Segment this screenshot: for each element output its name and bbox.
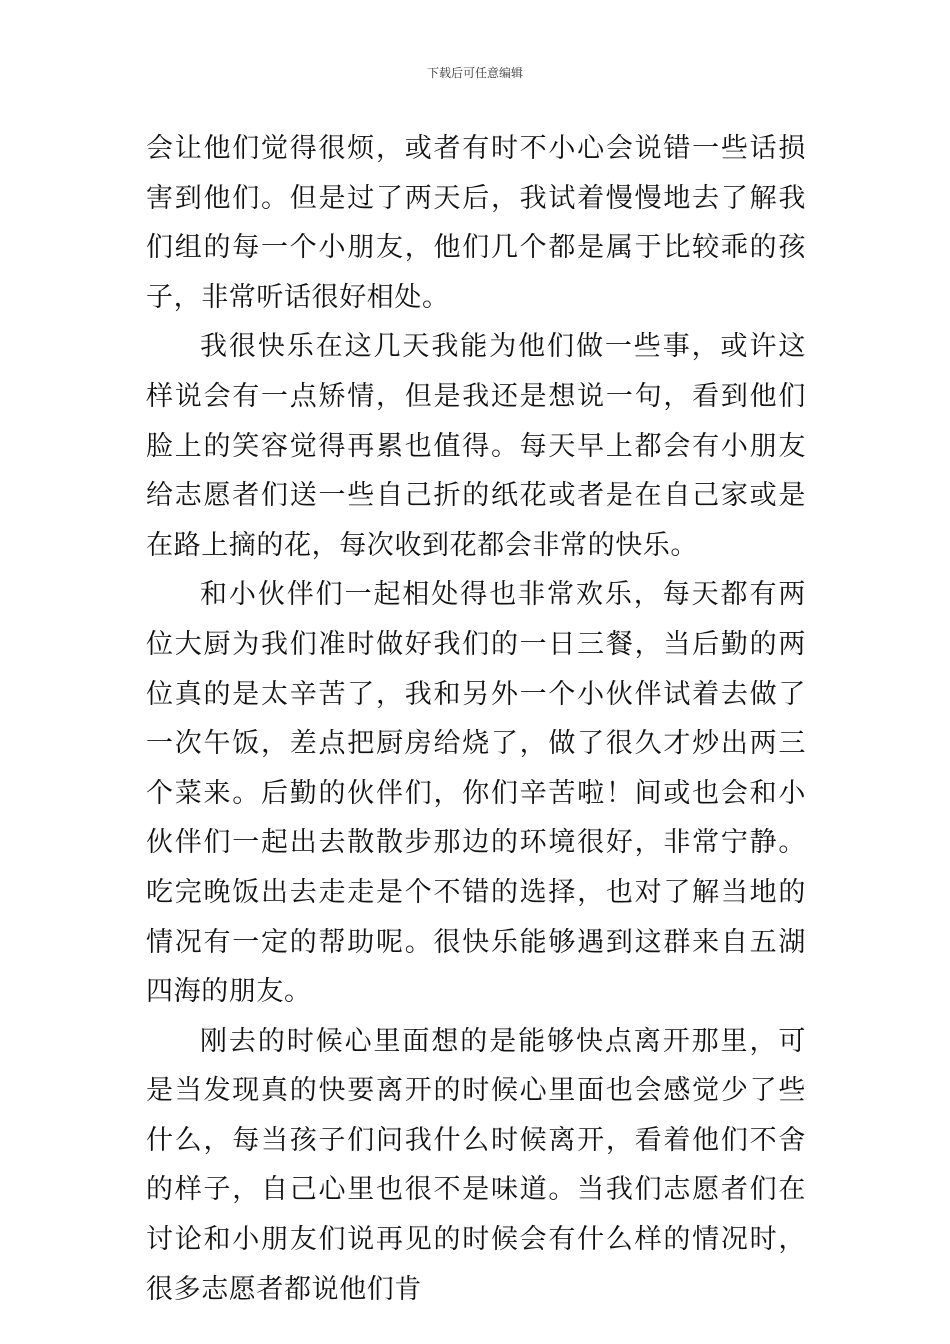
paragraph-1: 会让他们觉得很烦，或者有时不小心会说错一些话损害到他们。但是过了两天后，我试着慢慢地去了解我们组的每一个小朋友，他们几个都是属于比较乖的孩子，非常听话很好相处。 (146, 133, 806, 313)
paragraph-3: 和小伙伴们一起相处得也非常欢乐，每天都有两位大厨为我们准时做好我们的一日三餐，当后勤的两位真的是太辛苦了，我和另外一个小伙伴试着去做了一次午饭，差点把厨房给烧了，做了很久才炒出两三个菜来。后勤的伙伴们，你们辛苦啦！间或也会和小伙伴们一起出去散散步那边的环境很好，非常宁静。吃完晚饭出去走走是个不错的选择，也对了解当地的情况有一定的帮助呢。很快乐能够遇到这群来自五湖四海的朋友。 (146, 579, 806, 1008)
paragraph-2: 我很快乐在这几天我能为他们做一些事，或许这样说会有一点矫情，但是我还是想说一句，看到他们脸上的笑容觉得再累也值得。每天早上都会有小朋友给志愿者们送一些自己折的纸花或者是在自己家或是在路上摘的花，每次收到花都会非常的快乐。 (146, 331, 806, 561)
paragraph-4: 刚去的时候心里面想的是能够快点离开那里，可是当发现真的快要离开的时候心里面也会感觉少了些什么，每当孩子们问我什么时候离开，看着他们不舍的样子，自己心里也很不是味道。当我们志愿者们在讨论和小朋友们说再见的时候会有什么样的情况时，很多志愿者都说他们肯 (146, 1025, 806, 1305)
document-body (146, 124, 806, 1314)
page-header: 下载后可任意编辑 (426, 66, 523, 80)
